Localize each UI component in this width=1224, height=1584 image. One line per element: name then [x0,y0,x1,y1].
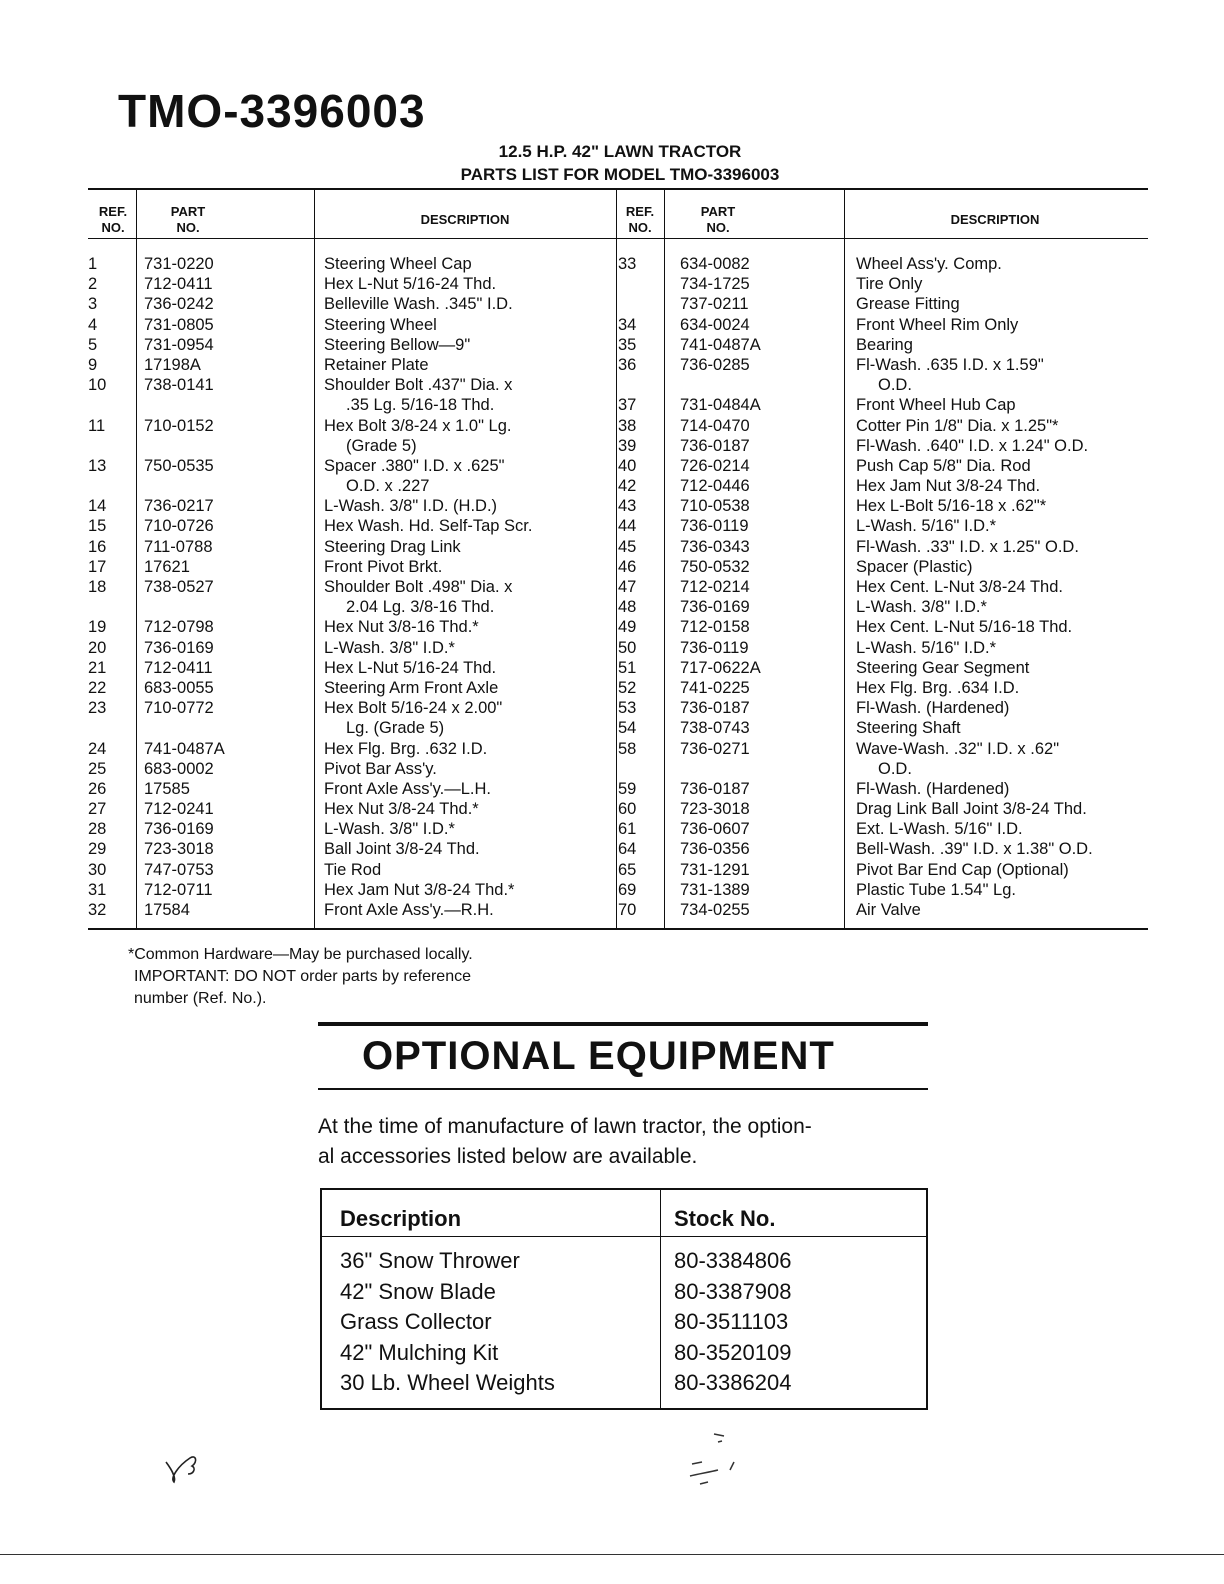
part-description: Fl-Wash. .33" I.D. x 1.25" O.D. [856,537,1079,556]
stock-number: 80-3387908 [674,1278,792,1304]
ref-no: 22 [88,678,107,697]
part-no: 712-0711 [144,880,213,899]
ref-no: 13 [88,456,107,475]
part-no: 710-0152 [144,416,214,435]
ref-no [618,375,658,395]
part-description: Bearing [856,335,913,354]
right-description-column [856,254,1146,920]
part-description: Hex Bolt 5/16-24 x 2.00" [324,699,503,718]
part-no [144,436,310,456]
column-divider [136,190,137,928]
part-no: 750-0535 [144,456,214,475]
part-description: Steering Drag Link [324,537,461,556]
ref-no: 40 [618,456,637,475]
part-no: 634-0024 [680,315,750,334]
ref-no: 43 [618,497,637,516]
ref-no [88,597,124,617]
section-rule [318,1022,928,1026]
model-title: TMO-3396003 [118,85,426,137]
part-no: 717-0622A [680,658,761,677]
part-description: Front Pivot Brkt. [324,557,443,576]
part-no: 736-0169 [144,638,214,657]
part-no [144,476,310,496]
part-no [680,759,840,779]
ref-no: 65 [618,860,637,879]
ref-no [88,395,124,415]
header-description: Description [340,1206,462,1231]
ref-no: 37 [618,396,637,415]
ref-no: 61 [618,820,637,839]
part-no: 710-0538 [680,497,750,516]
part-description: Hex L-Nut 5/16-24 Thd. [324,658,497,677]
ref-no: 59 [618,779,637,798]
part-description: O.D. x .227 [346,477,430,496]
ref-no: 69 [618,880,637,899]
ref-no: 60 [618,800,637,819]
part-no: 723-3018 [144,840,214,859]
part-description: Front Wheel Hub Cap [856,396,1016,415]
ref-no: 46 [618,557,637,576]
ref-no: 33 [618,255,637,273]
part-no: 738-0743 [680,719,750,738]
part-no: 736-0356 [680,840,750,859]
ref-no: 25 [88,759,107,778]
part-description: Fl-Wash. .640" I.D. x 1.24" O.D. [856,436,1089,455]
part-no: 683-0002 [144,759,214,778]
header-description-right: DESCRIPTION [950,212,1040,227]
column-divider [664,190,665,928]
part-description: Ball Joint 3/8-24 Thd. [324,840,480,859]
part-no: 712-0411 [144,275,213,294]
part-no: 738-0527 [144,578,214,596]
heading-line-1: 12.5 H.P. 42" LAWN TRACTOR [498,142,742,161]
ref-no: 38 [618,416,637,435]
intro-line: At the time of manufacture of lawn tractor, the option- [318,1115,812,1138]
ref-no: 18 [88,578,107,596]
part-no [680,375,840,395]
part-no: 711-0788 [144,537,213,556]
intro-line: al accessories listed below are available. [318,1145,698,1168]
part-description: Hex Flg. Brg. .634 I.D. [856,678,1020,697]
optional-equipment-intro [318,1112,938,1172]
scan-artifact-mark [678,1426,748,1496]
column-divider [844,190,845,928]
part-description: Front Axle Ass'y.—L.H. [324,779,491,798]
part-no [144,718,310,738]
parts-table [88,188,1148,930]
left-part-column [144,254,310,920]
part-description: Drag Link Ball Joint 3/8-24 Thd. [856,800,1087,819]
left-ref-column [88,254,124,920]
part-no: 736-0242 [144,295,214,314]
part-no: 712-0411 [144,658,213,677]
ref-no: 48 [618,598,637,617]
part-description: Hex Nut 3/8-24 Thd.* [324,800,479,819]
part-no: 736-0187 [680,779,750,798]
part-description: Hex Cent. L-Nut 5/16-18 Thd. [856,618,1073,637]
part-no: 736-0271 [680,739,750,758]
part-no: 750-0532 [680,557,750,576]
part-no: 736-0285 [680,355,750,374]
ref-no: 27 [88,800,107,819]
accessory-description: 30 Lb. Wheel Weights [340,1370,555,1395]
ref-no: 52 [618,678,637,697]
part-description: Pivot Bar Ass'y. [324,759,437,778]
header-part-line2: NO. [706,220,730,235]
part-description: Bell-Wash. .39" I.D. x 1.38" O.D. [856,840,1093,859]
part-no: 737-0211 [680,295,749,314]
ref-no: 45 [618,537,637,556]
part-description: Fl-Wash. (Hardened) [856,699,1010,718]
heading-line-2: PARTS LIST FOR MODEL TMO-3396003 [460,165,780,184]
ref-no: 10 [88,376,107,395]
ref-no [618,759,658,779]
optional-equipment-table [320,1188,928,1410]
part-description: Front Wheel Rim Only [856,315,1019,334]
part-no: 726-0214 [680,456,750,475]
ref-no: 21 [88,658,107,677]
part-description: Hex L-Bolt 5/16-18 x .62"* [856,497,1047,516]
part-no [144,597,310,617]
part-no: 17621 [144,557,190,576]
part-no: 734-1725 [680,275,750,294]
part-no: 741-0225 [680,678,750,697]
ref-no: 42 [618,477,637,496]
part-description: Steering Wheel Cap [324,255,472,273]
accessory-description: 36" Snow Thrower [340,1248,520,1273]
ref-no [88,436,124,456]
part-no: 736-0343 [680,537,750,556]
part-description: Pivot Bar End Cap (Optional) [856,860,1069,879]
stock-number: 80-3511103 [674,1309,789,1334]
header-divider [322,1236,926,1237]
part-description: Wave-Wash. .32" I.D. x .62" [856,739,1060,758]
accessory-description: Grass Collector [340,1309,492,1334]
ref-no: 3 [88,295,98,314]
header-part-line2: NO. [176,220,200,235]
part-description: Belleville Wash. .345" I.D. [324,295,513,314]
part-description: Front Axle Ass'y.—R.H. [324,901,494,919]
header-ref-line1: REF. [625,204,655,219]
part-description: Push Cap 5/8" Dia. Rod [856,456,1031,475]
part-no: 736-0169 [144,820,214,839]
header-ref-no-right [616,204,664,236]
header-ref-line2: NO. [628,220,652,235]
optional-equipment-title: OPTIONAL EQUIPMENT [362,1034,835,1078]
part-no: 714-0470 [680,416,750,435]
ref-no: 5 [88,335,98,354]
part-no: 712-0214 [680,578,750,596]
ref-no: 32 [88,901,107,919]
part-no: 712-0241 [144,800,214,819]
ref-no: 1 [88,255,98,273]
header-ref-line2: NO. [101,220,125,235]
ref-no: 2 [88,275,98,294]
ref-no: 36 [618,355,637,374]
header-divider [88,238,1148,239]
part-description: O.D. [878,376,912,395]
accessory-description: 42" Snow Blade [340,1278,496,1304]
footnote-line: IMPORTANT: DO NOT order parts by reference [134,968,471,985]
ref-no: 9 [88,355,98,374]
part-no: 736-0187 [680,699,750,718]
accessory-description-column [340,1246,555,1399]
part-description: Steering Arm Front Axle [324,678,499,697]
stock-number: 80-3386204 [674,1370,792,1395]
part-description: Cotter Pin 1/8" Dia. x 1.25"* [856,416,1059,435]
part-description: Hex Cent. L-Nut 3/8-24 Thd. [856,578,1063,596]
part-description: (Grade 5) [346,436,417,455]
part-description: Lg. (Grade 5) [346,719,445,738]
ref-no [618,294,658,314]
part-description: O.D. [878,759,912,778]
column-divider [314,190,315,928]
part-no: 712-0446 [680,477,750,496]
ref-no: 70 [618,901,637,919]
part-no: 736-0607 [680,820,750,839]
right-part-column [680,254,840,920]
part-no: 710-0726 [144,517,214,536]
page-bottom-rule [0,1554,1224,1555]
ref-no: 64 [618,840,637,859]
part-no: 710-0772 [144,699,214,718]
part-description: Spacer .380" I.D. x .625" [324,456,505,475]
part-description: Fl-Wash. .635 I.D. x 1.59" [856,355,1044,374]
ref-no: 49 [618,618,637,637]
column-divider [660,1190,661,1408]
part-description: L-Wash. 5/16" I.D.* [856,638,997,657]
part-description: Air Valve [856,901,921,919]
ref-no: 28 [88,820,107,839]
part-no: 723-3018 [680,800,750,819]
left-description-column [324,254,614,920]
ref-no: 16 [88,537,107,556]
part-no: 741-0487A [680,335,761,354]
part-description: Shoulder Bolt .437" Dia. x [324,376,513,395]
part-description: Tie Rod [324,860,382,879]
part-no: 736-0119 [680,638,749,657]
part-no: 741-0487A [144,739,225,758]
parts-list-heading [400,140,840,186]
ref-no: 24 [88,739,107,758]
part-no: 731-0805 [144,315,214,334]
ref-no: 50 [618,638,637,657]
part-description: Hex Jam Nut 3/8-24 Thd.* [324,880,515,899]
ref-no: 26 [88,779,107,798]
part-no: 738-0141 [144,376,214,395]
part-no [144,395,310,415]
part-no: 731-0220 [144,255,214,273]
ref-no: 4 [88,315,98,334]
part-no: 734-0255 [680,901,750,919]
ref-no: 58 [618,739,637,758]
part-description: Spacer (Plastic) [856,557,973,576]
part-description: Steering Shaft [856,719,961,738]
part-no: 712-0158 [680,618,750,637]
handwritten-mark [162,1448,206,1486]
ref-no [618,274,658,294]
ref-no: 34 [618,315,637,334]
stock-number: 80-3520109 [674,1339,792,1365]
ref-no: 47 [618,578,637,596]
header-stock-no: Stock No. [674,1206,776,1231]
ref-no: 29 [88,840,107,859]
part-description: Grease Fitting [856,295,960,314]
part-no: 17584 [144,901,190,919]
ref-no: 54 [618,719,637,738]
part-description: Hex Jam Nut 3/8-24 Thd. [856,477,1041,496]
part-description: L-Wash. 3/8" I.D.* [324,820,455,839]
part-description: Retainer Plate [324,355,429,374]
header-part-no-right [678,204,758,236]
part-no: 17198A [144,355,201,374]
footnote-line: number (Ref. No.). [134,990,267,1007]
part-description: L-Wash. 3/8" I.D.* [324,638,455,657]
stock-number: 80-3384806 [674,1248,792,1273]
part-description: .35 Lg. 5/16-18 Thd. [346,396,495,415]
column-divider [616,190,617,928]
part-description: Tire Only [856,275,923,294]
ref-no: 20 [88,638,107,657]
part-description: Hex Nut 3/8-16 Thd.* [324,618,479,637]
ref-no [88,476,124,496]
part-no: 736-0169 [680,598,750,617]
ref-no: 30 [88,860,107,879]
part-description: L-Wash. 3/8" I.D. (H.D.) [324,497,498,516]
ref-no: 35 [618,335,637,354]
part-no: 683-0055 [144,678,214,697]
header-part-line1: PART [700,204,736,219]
stock-number-column [674,1246,791,1399]
ref-no: 39 [618,436,637,455]
footnote-line: *Common Hardware—May be purchased locally. [128,946,473,963]
ref-no: 14 [88,497,107,516]
part-description: Steering Gear Segment [856,658,1030,677]
part-description: Hex Flg. Brg. .632 I.D. [324,739,488,758]
part-no: 731-1389 [680,880,750,899]
part-no: 17585 [144,779,190,798]
ref-no: 15 [88,517,107,536]
header-ref-no-left [90,204,136,236]
part-no: 731-0954 [144,335,214,354]
header-ref-line1: REF. [98,204,128,219]
ref-no [88,718,124,738]
section-rule [318,1088,928,1090]
part-description: Hex Wash. Hd. Self-Tap Scr. [324,517,533,536]
part-description: Steering Wheel [324,315,437,334]
part-description: Shoulder Bolt .498" Dia. x [324,578,513,596]
part-no: 736-0187 [680,436,750,455]
ref-no: 11 [88,416,106,435]
part-no: 731-1291 [680,860,750,879]
header-description-left: DESCRIPTION [420,212,510,227]
ref-no: 51 [618,658,637,677]
part-description: Ext. L-Wash. 5/16" I.D. [856,820,1023,839]
footnote [128,944,473,1010]
ref-no: 23 [88,699,107,718]
part-no: 736-0217 [144,497,214,516]
part-no: 731-0484A [680,396,761,415]
header-part-line1: PART [170,204,206,219]
part-description: Plastic Tube 1.54" Lg. [856,880,1016,899]
part-description: Hex Bolt 3/8-24 x 1.0" Lg. [324,416,512,435]
ref-no: 19 [88,618,107,637]
accessory-description: 42" Mulching Kit [340,1339,499,1365]
part-description: Steering Bellow—9" [324,335,471,354]
ref-no: 17 [88,557,107,576]
header-part-no-left [148,204,228,236]
part-description: Hex L-Nut 5/16-24 Thd. [324,275,497,294]
part-no: 747-0753 [144,860,214,879]
part-no: 634-0082 [680,255,750,273]
part-no: 736-0119 [680,517,749,536]
ref-no: 31 [88,880,107,899]
part-description: Fl-Wash. (Hardened) [856,779,1010,798]
part-description: L-Wash. 5/16" I.D.* [856,517,997,536]
ref-no: 44 [618,517,637,536]
part-description: Wheel Ass'y. Comp. [856,255,1002,273]
part-no: 712-0798 [144,618,214,637]
part-description: L-Wash. 3/8" I.D.* [856,598,987,617]
right-ref-column [618,254,658,920]
part-description: 2.04 Lg. 3/8-16 Thd. [346,598,495,617]
ref-no: 53 [618,699,637,718]
